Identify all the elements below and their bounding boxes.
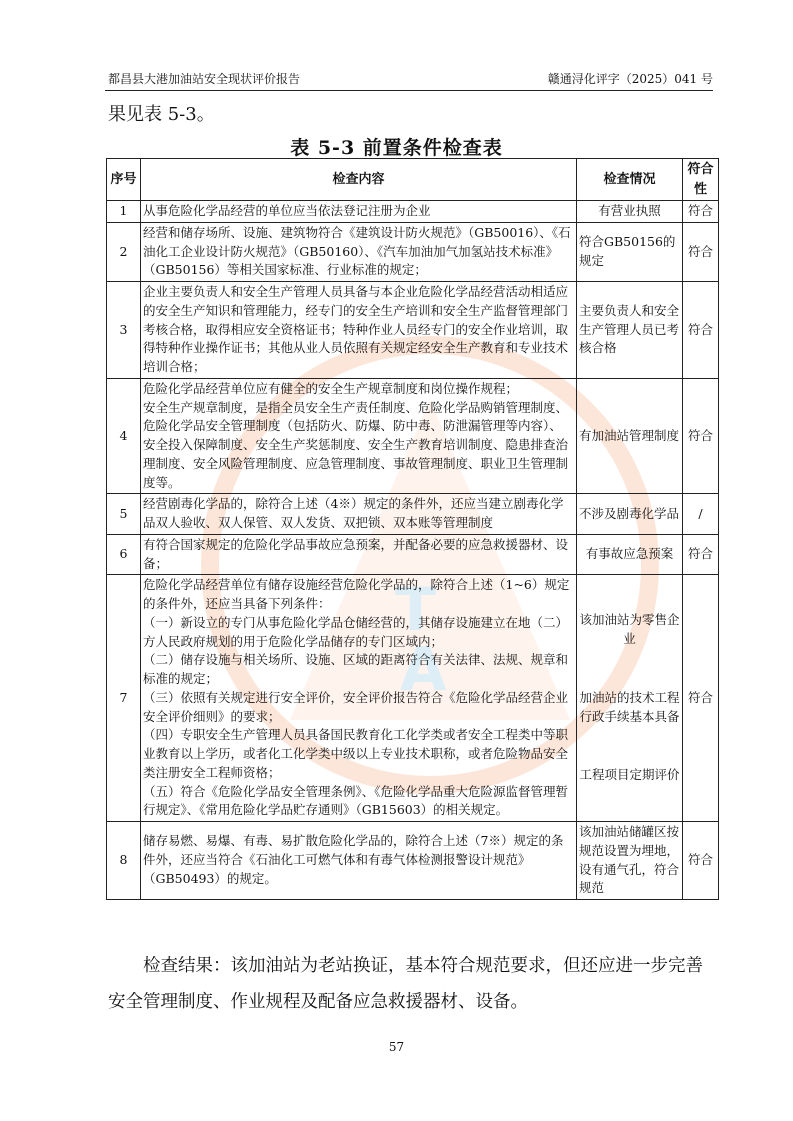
row-check-content: [141, 494, 577, 535]
status-line: 符合GB50156的规定: [579, 234, 676, 268]
row-check-content: [141, 575, 577, 822]
table-row: [107, 494, 719, 535]
content-line: 企业主要负责人和安全生产管理人员具备与本企业危险化学品经营活动相适应的安全生产知识和管理能力，经专门的安全生产培训和安全生产监督管理部门考核合格，取得相应安全资格证书；特种作业人员经专门的安全作业培训，取得特种作业操作证书；其他从业人员依照有关规定经安全生产教育和专业技术培训合格；: [143, 284, 569, 374]
header-content: 检查内容: [141, 159, 577, 201]
content-line: 从事危险化学品经营的单位应当依法登记注册为企业: [143, 203, 431, 218]
table-row: [107, 534, 719, 575]
svg-text:A: A: [400, 635, 447, 705]
status-line: 加油站的技术工程行政手续基本具备: [579, 689, 680, 724]
check-result: 检查结果：该加油站为老站换证，基本符合规范要求，但还应进一步完善安全管理制度、作业规程及配备应急救援器材、设备。: [108, 956, 703, 1012]
content-line: 储存易燃、易爆、有毒、易扩散危险化学品的，除符合上述（7※）规定的条件外，还应当符合《石油化工可燃气体和有毒气体检测报警设计规范》（GB50493）的规定。: [143, 833, 564, 886]
status-line: 该加油站储罐区按规范设置为埋地，设有通气孔，符合规范: [579, 824, 680, 896]
row-conformity: /: [683, 494, 719, 535]
row-check-status: [577, 494, 683, 535]
row-check-status: [577, 822, 683, 900]
row-check-status: [577, 201, 683, 223]
header-status: 检查情况: [577, 159, 683, 201]
header-conformity: 符合性: [683, 159, 719, 201]
row-conformity: 符合: [683, 534, 719, 575]
status-line: 有加油站管理制度: [579, 427, 680, 443]
content-line: （一）新设立的专门从事危险化学品仓储经营的，其储存设施建立在地（二）方人民政府规划的用于危险化学品储存的专门区域内；: [143, 614, 569, 649]
content-line: 经营剧毒化学品的，除符合上述（4※）规定的条件外，还应当建立剧毒化学品双人验收、双人保管、双人发货、双把锁、双本账等管理制度: [143, 496, 564, 530]
header-report-title: 都昌县大港加油站安全现状评价报告: [108, 72, 301, 86]
content-line: 危险化学品经营单位应有健全的安全生产规章制度和岗位操作规程；: [143, 380, 519, 396]
row-check-status: [577, 575, 683, 822]
content-line: 经营和储存场所、设施、建筑物符合《建筑设计防火规范》（GB50016）、《石油化工企业设计防火规范》（GB50160）、《汽车加油加气加氢站技术标准》（GB50156）等相关国家标准、行业标准的规定；: [143, 224, 571, 278]
status-line: 该加油站为零售企业: [579, 612, 680, 646]
row-conformity: 符合: [683, 282, 719, 379]
row-check-status: [577, 222, 683, 281]
content-line: （五）符合《危险化学品安全管理条例》、《危险化学品重大危险源监督管理暂行规定》、《常用危险化学品贮存通则》（GB15603）的相关规定。: [143, 783, 569, 818]
table-row: [107, 282, 719, 379]
row-check-content: [141, 822, 577, 900]
row-conformity: 符合: [683, 222, 719, 281]
status-line: 有营业执照: [598, 203, 661, 218]
row-conformity: 符合: [683, 822, 719, 900]
header-divider: [105, 90, 713, 91]
header-no: 序号: [107, 159, 141, 201]
status-line: 不涉及剧毒化学品: [579, 505, 680, 521]
status-line: 工程项目定期评价: [579, 767, 680, 783]
table-row: [107, 575, 719, 822]
content-line: 安全生产规章制度，是指全员安全生产责任制度、危险化学品购销管理制度、危险化学品安全管理制度（包括防火、防爆、防中毒、防泄漏管理等内容）、安全投入保障制度、安全生产奖惩制度、安全生产教育培训制度、隐患排查治理制度、安全风险管理制度、应急管理制度、事故管理制度、职业卫生管理制度等。: [143, 399, 569, 490]
row-conformity: 符合: [683, 575, 719, 822]
content-line: （三）依照有关规定进行安全评价，安全评价报告符合《危险化学品经营企业安全评价细则》的要求；: [143, 689, 569, 724]
table-row: [107, 201, 719, 223]
status-line: 主要负责人和安全生产管理人员已考核合格: [579, 302, 680, 356]
row-number: 4: [107, 378, 141, 494]
table-row: [107, 222, 719, 281]
header-document-number: 赣通浔化评字（2025）041 号: [547, 72, 713, 86]
row-number: 2: [107, 222, 141, 281]
content-line: （四）专职安全生产管理人员具备国民教育化工化学类或者安全工程类中等职业教育以上学历，或者化工化学类中级以上专业技术职称，或者危险物品安全类注册安全工程师资格；: [143, 727, 569, 780]
table-row: [107, 822, 719, 900]
row-check-content: [141, 282, 577, 379]
precondition-check-table: [106, 158, 719, 900]
row-check-content: [141, 222, 577, 281]
row-conformity: 符合: [683, 378, 719, 494]
table-row: [107, 378, 719, 494]
svg-text:T: T: [395, 575, 436, 645]
row-check-status: [577, 282, 683, 379]
row-number: 6: [107, 534, 141, 575]
content-line: 危险化学品经营单位有储存设施经营危险化学品的，除符合上述（1~6）规定的条件外，还应当具备下列条件：: [143, 577, 570, 611]
table-caption: 表 5-3 前置条件检查表: [290, 137, 503, 159]
row-check-status: [577, 378, 683, 494]
row-number: 7: [107, 575, 141, 822]
row-check-content: [141, 534, 577, 575]
row-check-status: [577, 534, 683, 575]
row-check-content: [141, 378, 577, 494]
row-number: 1: [107, 201, 141, 223]
status-line: 有事故应急预案: [585, 546, 674, 562]
row-conformity: 符合: [683, 201, 719, 223]
content-line: （二）储存设施与相关场所、设施、区域的距离符合有关法律、法规、规章和标准的规定；: [143, 652, 569, 686]
row-check-content: [141, 201, 577, 223]
page-number: 57: [388, 1040, 405, 1054]
row-number: 5: [107, 494, 141, 535]
row-number: 3: [107, 282, 141, 379]
table-header-row: [107, 159, 719, 201]
row-number: 8: [107, 822, 141, 900]
content-line: 有符合国家规定的危险化学品事故应急预案，并配备必要的应急救援器材、设备；: [143, 536, 569, 571]
lead-text: 果见表 5-3。: [108, 104, 215, 125]
